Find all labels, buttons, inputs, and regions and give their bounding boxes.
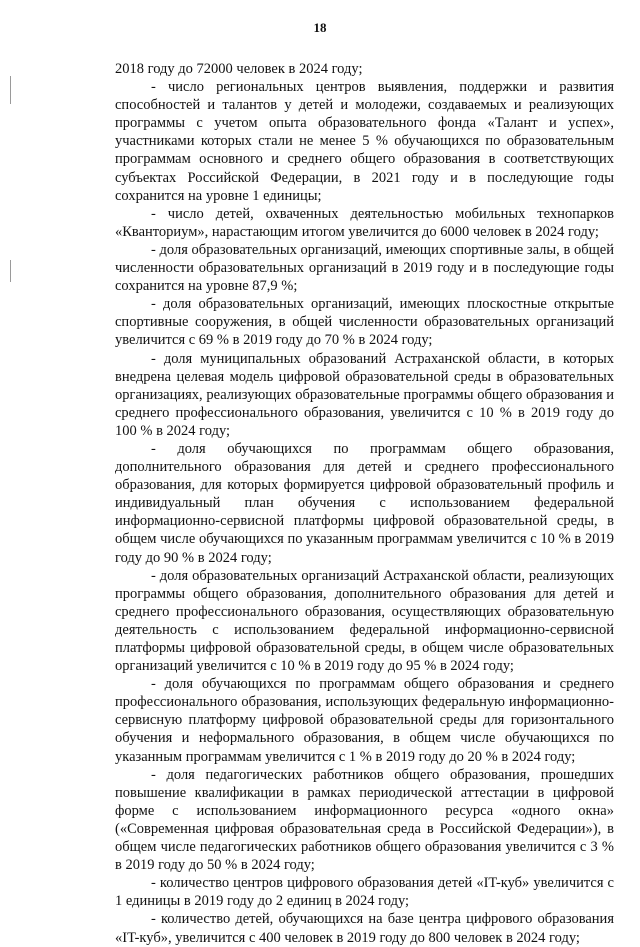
paragraph: - доля образовательных организаций, имеющих плоскостные открытые спортивные сооружения, в общей численности образовательных организаций увеличится с 69 % в 2019 году до 70 % в 2024 году;: [115, 296, 614, 349]
paragraph: - доля обучающихся по программам общего образования, дополнительного образования для детей и среднего профессионального образования, для которых формируется цифровой образовательный профиль и индивидуальный план обучения с использованием федеральной информационно-сервисной платформы цифровой образовательной среды, в общем числе обучающихся по указанным программам увеличится с 10 % в 2019 году до 90 % в 2024 году;: [115, 440, 614, 566]
document-body: [115, 60, 614, 947]
paragraph: - доля образовательных организаций, имеющих спортивные залы, в общей численности образовательных организаций в 2019 году и в последующие годы сохранится на уровне 87,9 %;: [115, 241, 614, 295]
paragraph: - доля обучающихся по программам общего образования и среднего профессионального образования, использующих федеральную информационно-сервисную платформу цифровой образовательной среды для горизонтального обучения и неформального образования, в общем числе обучающихся по указанным программам увеличится с 1 % в 2019 году до 20 % в 2024 году;: [115, 676, 614, 765]
page-number: 18: [313, 20, 327, 35]
paragraph: - количество детей, обучающихся на базе центра цифрового образования «IT-куб», увеличится с 400 человек в 2019 году до 800 человек в 2024 году;: [115, 911, 614, 946]
paragraph: - доля муниципальных образований Астраханской области, в которых внедрена целевая модель цифровой образовательной среды в образовательных организациях, реализующих образовательные программы общего образования и среднего профессионального образования, увеличится с 10 % в 2019 году до 100 % в 2024 году;: [115, 350, 614, 439]
paragraph: - число региональных центров выявления, поддержки и развития способностей и талантов у детей и молодежи, создаваемых и реализующих программы с учетом опыта образовательного фонда «Талант и успех», участниками которых стали не менее 5 % обучающихся по образовательным программам основного и среднего общего образования в соответствующих субъектах Российской Федерации, в 2021 году и в последующие годы сохранится на уровне 1 единицы;: [115, 79, 614, 204]
paragraph: - количество центров цифрового образования детей «IT-куб» увеличится с 1 единицы в 2019 году до 2 единиц в 2024 году;: [115, 875, 614, 910]
paragraph: - доля образовательных организаций Астраханской области, реализующих программы общего образования, дополнительного образования для детей и среднего профессионального образования, осуществляющих образовательную деятельность с использованием федеральной информационно-сервисной платформы цифровой образовательной среды, в общем числе образовательных организаций увеличится с 10 % в 2019 году до 95 % в 2024 году;: [115, 567, 614, 675]
paragraph: - число детей, охваченных деятельностью мобильных технопарков «Кванториум», нарастающим итогом увеличится до 6000 человек в 2024 году;: [115, 205, 614, 240]
paragraph: - доля педагогических работников общего образования, прошедших повышение квалификации в рамках периодической аттестации в цифровой форме с использованием информационного ресурса «одного окна» («Современная цифровая образовательная среда в Российской Федерации»), в общем числе педагогических работников общего образования увеличится с 3 % в 2019 году до 50 % в 2024 году;: [115, 766, 614, 874]
margin-scan-mark: [10, 260, 11, 282]
paragraph: 2018 году до 72000 человек в 2024 году;: [115, 61, 363, 77]
margin-scan-mark: [10, 76, 11, 104]
